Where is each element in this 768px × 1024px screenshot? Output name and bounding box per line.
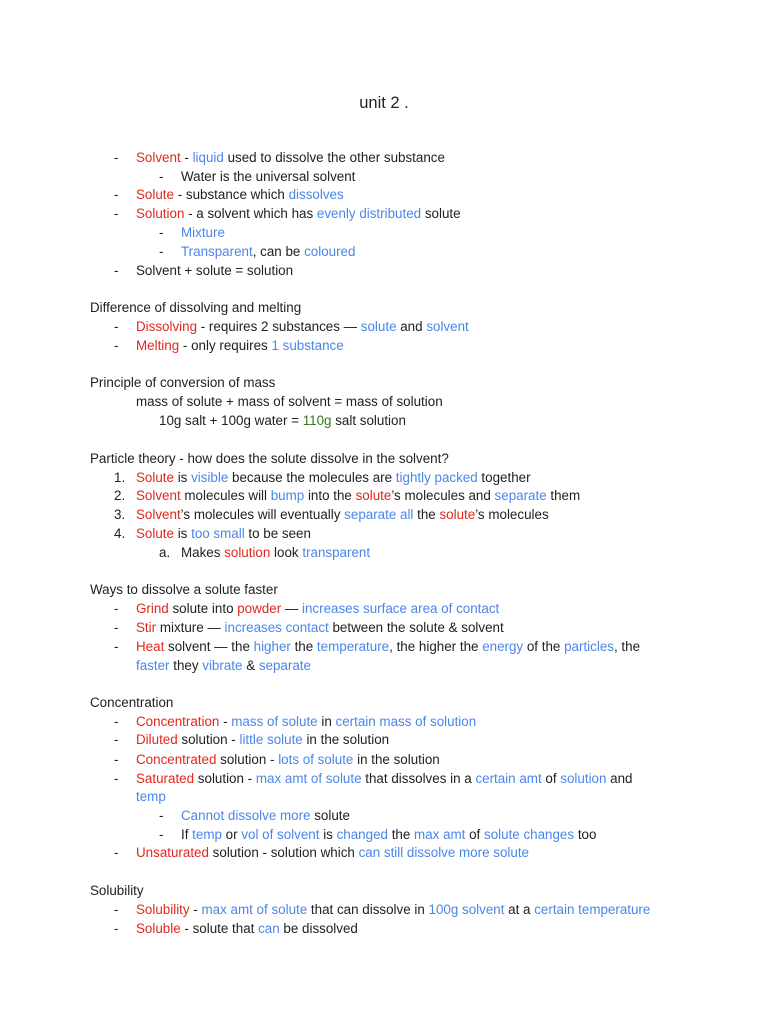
list-marker: - bbox=[114, 601, 119, 616]
list-marker: a. bbox=[159, 545, 171, 560]
note-text: Water is the universal solvent bbox=[181, 169, 356, 184]
highlighted-text: evenly distributed bbox=[316, 206, 422, 221]
section-heading bbox=[90, 374, 275, 392]
key-term: Melting bbox=[136, 338, 180, 353]
highlighted-text: particles bbox=[564, 639, 614, 654]
note-text: they bbox=[169, 658, 203, 673]
note-line bbox=[136, 920, 358, 938]
highlighted-text: temp bbox=[192, 827, 222, 842]
key-term: Stir bbox=[136, 620, 157, 635]
note-text: salt solution bbox=[331, 413, 406, 428]
note-text: 10g salt + 100g water = bbox=[159, 413, 303, 428]
list-marker: - bbox=[114, 902, 119, 917]
list-marker: - bbox=[114, 714, 119, 729]
note-text: molecules will bbox=[180, 488, 271, 503]
list-marker: - bbox=[114, 752, 119, 767]
note-line bbox=[136, 262, 293, 280]
key-term: Soluble bbox=[136, 921, 181, 936]
key-term: Grind bbox=[136, 601, 169, 616]
list-marker: - bbox=[114, 732, 119, 747]
note-text: , the higher the bbox=[389, 639, 483, 654]
highlighted-text: mass of solute bbox=[231, 714, 318, 729]
note-line bbox=[136, 901, 650, 919]
note-text: them bbox=[546, 488, 581, 503]
note-line bbox=[136, 713, 476, 731]
key-term: Saturated bbox=[136, 771, 195, 786]
note-text: that can dissolve in bbox=[307, 902, 429, 917]
note-text: solute bbox=[310, 808, 350, 823]
note-line bbox=[159, 412, 406, 430]
note-text: used to dissolve the other substance bbox=[223, 150, 445, 165]
note-text: - requires 2 substances — bbox=[197, 319, 361, 334]
note-line bbox=[136, 844, 529, 862]
key-term: Solvent bbox=[136, 150, 181, 165]
note-text: the bbox=[290, 639, 317, 654]
section-heading bbox=[90, 694, 173, 712]
note-text: is bbox=[173, 470, 192, 485]
highlighted-text: vol of solvent bbox=[241, 827, 320, 842]
list-marker: - bbox=[114, 187, 119, 202]
note-text: of bbox=[541, 771, 561, 786]
list-marker: 2. bbox=[114, 488, 126, 503]
note-text: Solubility bbox=[90, 883, 144, 898]
highlighted-text: Cannot dissolve more bbox=[181, 808, 311, 823]
note-text: Particle theory - how does the solute dissolve in the solvent? bbox=[90, 451, 449, 466]
note-text: is bbox=[173, 526, 192, 541]
list-marker: 4. bbox=[114, 526, 126, 541]
note-text: and bbox=[606, 771, 633, 786]
note-line bbox=[136, 487, 580, 505]
list-marker: - bbox=[159, 225, 164, 240]
note-line bbox=[136, 149, 445, 167]
highlighted-text: changed bbox=[336, 827, 388, 842]
note-line bbox=[181, 224, 225, 242]
note-text: in the solution bbox=[302, 732, 390, 747]
note-text: is bbox=[319, 827, 337, 842]
note-line bbox=[136, 186, 344, 204]
note-text: because the molecules are bbox=[228, 470, 396, 485]
document-title bbox=[0, 94, 768, 113]
key-term: Solute bbox=[136, 187, 174, 202]
key-term: Solute bbox=[136, 526, 174, 541]
note-text: - solute that bbox=[180, 921, 259, 936]
highlighted-text: solute bbox=[360, 319, 397, 334]
highlighted-text: coloured bbox=[304, 244, 356, 259]
highlighted-text: increases surface area of contact bbox=[302, 601, 500, 616]
note-line bbox=[181, 807, 350, 825]
note-line bbox=[181, 544, 370, 562]
note-text: Difference of dissolving and melting bbox=[90, 300, 302, 315]
highlighted-text: tightly packed bbox=[395, 470, 478, 485]
note-text: - bbox=[189, 902, 202, 917]
note-text: in the solution bbox=[353, 752, 440, 767]
highlighted-text: Mixture bbox=[181, 225, 225, 240]
note-text: ’s molecules and bbox=[391, 488, 495, 503]
note-text: together bbox=[477, 470, 531, 485]
key-term: Concentrated bbox=[136, 752, 217, 767]
highlighted-text: lots of solute bbox=[278, 752, 354, 767]
note-text: - bbox=[180, 150, 193, 165]
note-text: If bbox=[181, 827, 193, 842]
list-marker: - bbox=[159, 169, 164, 184]
note-text: that dissolves in a bbox=[361, 771, 476, 786]
note-line bbox=[136, 770, 633, 788]
section-heading bbox=[90, 882, 144, 900]
note-line bbox=[136, 318, 469, 336]
highlighted-text: can still dissolve more solute bbox=[358, 845, 529, 860]
highlighted-text: 100g solvent bbox=[428, 902, 505, 917]
highlighted-text: vibrate bbox=[202, 658, 243, 673]
highlighted-text: dissolves bbox=[288, 187, 344, 202]
highlighted-text: visible bbox=[191, 470, 229, 485]
highlighted-text: liquid bbox=[192, 150, 224, 165]
highlighted-text: max amt of solute bbox=[201, 902, 308, 917]
note-line bbox=[136, 525, 311, 543]
note-text: the bbox=[413, 507, 440, 522]
highlighted-text: solute changes bbox=[484, 827, 575, 842]
highlighted-text: 110g bbox=[302, 413, 332, 428]
highlighted-text: 1 substance bbox=[271, 338, 344, 353]
list-marker: - bbox=[114, 845, 119, 860]
note-text: mass of solute + mass of solvent = mass of solution bbox=[136, 394, 443, 409]
list-marker: - bbox=[114, 319, 119, 334]
note-text: Ways to dissolve a solute faster bbox=[90, 582, 278, 597]
note-text: , can be bbox=[252, 244, 305, 259]
note-text: Makes bbox=[181, 545, 225, 560]
key-term: powder bbox=[237, 601, 282, 616]
note-text: - substance which bbox=[173, 187, 289, 202]
note-line bbox=[136, 731, 389, 749]
highlighted-text: energy bbox=[482, 639, 524, 654]
highlighted-text: max amt of solute bbox=[255, 771, 362, 786]
key-term: Unsaturated bbox=[136, 845, 209, 860]
list-marker: - bbox=[159, 808, 164, 823]
list-marker: - bbox=[114, 921, 119, 936]
note-text: Solvent + solute = solution bbox=[136, 263, 294, 278]
key-term: Solute bbox=[136, 470, 174, 485]
note-text: & bbox=[242, 658, 259, 673]
list-marker: 1. bbox=[114, 470, 126, 485]
list-marker: - bbox=[114, 771, 119, 786]
highlighted-text: increases contact bbox=[224, 620, 329, 635]
highlighted-text: separate bbox=[258, 658, 311, 673]
list-marker: - bbox=[114, 263, 119, 278]
highlighted-text: certain mass of solution bbox=[335, 714, 477, 729]
note-text: , the bbox=[613, 639, 641, 654]
note-text: of the bbox=[523, 639, 565, 654]
highlighted-text: bump bbox=[270, 488, 305, 503]
highlighted-text: can bbox=[258, 921, 280, 936]
note-line bbox=[181, 243, 355, 261]
highlighted-text: too small bbox=[191, 526, 245, 541]
note-text: be dissolved bbox=[279, 921, 358, 936]
highlighted-text: Transparent bbox=[181, 244, 253, 259]
note-text: solvent — the bbox=[164, 639, 254, 654]
note-text: between the solute & solvent bbox=[328, 620, 504, 635]
section-heading bbox=[90, 581, 278, 599]
note-text: and bbox=[396, 319, 427, 334]
note-text: to be seen bbox=[244, 526, 311, 541]
list-marker: - bbox=[159, 827, 164, 842]
note-line bbox=[181, 826, 596, 844]
note-text: solution - bbox=[216, 752, 279, 767]
highlighted-text: faster bbox=[136, 658, 170, 673]
list-marker: - bbox=[114, 620, 119, 635]
key-term: solute bbox=[355, 488, 392, 503]
highlighted-text: solvent bbox=[426, 319, 469, 334]
note-text: mixture — bbox=[156, 620, 225, 635]
list-marker: - bbox=[114, 206, 119, 221]
note-text: solution - bbox=[194, 771, 256, 786]
key-term: Dissolving bbox=[136, 319, 198, 334]
note-line bbox=[136, 751, 440, 769]
key-term: solute bbox=[439, 507, 476, 522]
note-text: the bbox=[387, 827, 415, 842]
note-text: ’s molecules will eventually bbox=[180, 507, 345, 522]
highlighted-text: solution bbox=[560, 771, 607, 786]
note-text: Principle of conversion of mass bbox=[90, 375, 276, 390]
note-text: solute into bbox=[168, 601, 238, 616]
note-text: - a solvent which has bbox=[184, 206, 317, 221]
list-marker: - bbox=[159, 244, 164, 259]
note-text: or bbox=[221, 827, 242, 842]
note-line bbox=[181, 168, 355, 186]
key-term: Heat bbox=[136, 639, 165, 654]
note-text: into the bbox=[304, 488, 356, 503]
key-term: Concentration bbox=[136, 714, 220, 729]
highlighted-text: certain amt bbox=[475, 771, 542, 786]
note-text: in bbox=[317, 714, 336, 729]
highlighted-text: certain temperature bbox=[534, 902, 651, 917]
note-line bbox=[136, 337, 344, 355]
note-line bbox=[136, 638, 640, 656]
list-marker: - bbox=[114, 639, 119, 654]
list-marker: 3. bbox=[114, 507, 126, 522]
note-line bbox=[136, 788, 166, 806]
note-text: Concentration bbox=[90, 695, 174, 710]
note-line bbox=[136, 393, 443, 411]
note-text: solution - solution which bbox=[208, 845, 359, 860]
note-text: too bbox=[574, 827, 597, 842]
note-line bbox=[136, 600, 499, 618]
document-title-text: unit 2 . bbox=[359, 94, 409, 112]
note-text: - only requires bbox=[179, 338, 272, 353]
note-text: at a bbox=[504, 902, 535, 917]
note-text: of bbox=[465, 827, 484, 842]
highlighted-text: temp bbox=[136, 789, 166, 804]
note-text: solute bbox=[421, 206, 461, 221]
note-text: solution - bbox=[177, 732, 240, 747]
highlighted-text: temperature bbox=[316, 639, 390, 654]
note-text: — bbox=[281, 601, 302, 616]
note-line bbox=[136, 469, 531, 487]
highlighted-text: higher bbox=[253, 639, 291, 654]
highlighted-text: separate bbox=[494, 488, 547, 503]
note-line bbox=[136, 619, 504, 637]
note-text: - bbox=[219, 714, 232, 729]
section-heading bbox=[90, 450, 449, 468]
key-term: Solubility bbox=[136, 902, 190, 917]
note-line bbox=[136, 506, 549, 524]
list-marker: - bbox=[114, 338, 119, 353]
highlighted-text: little solute bbox=[239, 732, 303, 747]
note-text: look bbox=[270, 545, 303, 560]
highlighted-text: max amt bbox=[414, 827, 466, 842]
note-line bbox=[136, 205, 461, 223]
note-text: ’s molecules bbox=[475, 507, 549, 522]
key-term: Solvent bbox=[136, 507, 181, 522]
note-line bbox=[136, 657, 311, 675]
key-term: Diluted bbox=[136, 732, 178, 747]
key-term: Solution bbox=[136, 206, 185, 221]
key-term: Solvent bbox=[136, 488, 181, 503]
section-heading bbox=[90, 299, 301, 317]
highlighted-text: transparent bbox=[302, 545, 371, 560]
key-term: solution bbox=[224, 545, 271, 560]
highlighted-text: separate all bbox=[344, 507, 414, 522]
list-marker: - bbox=[114, 150, 119, 165]
